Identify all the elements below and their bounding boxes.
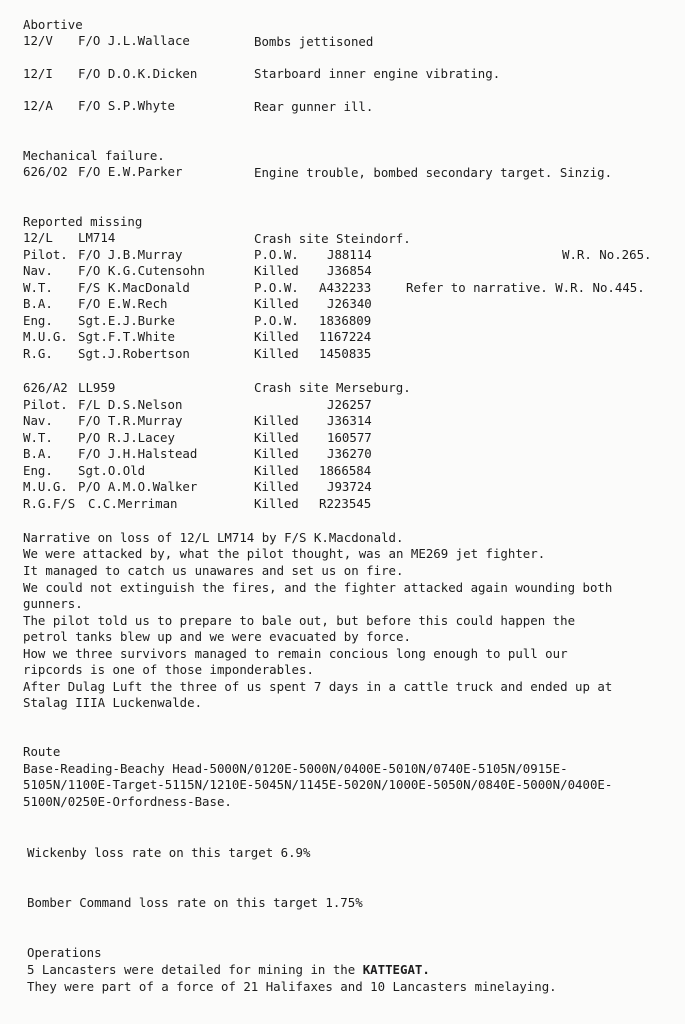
narrative-line: Narrative on loss of 12/L LM714 by F/S K.Macdonald. [23, 530, 404, 545]
route-heading: Route [23, 744, 61, 759]
abortive-reason: Starboard inner engine vibrating. [254, 66, 501, 81]
crew-status: Killed [254, 430, 299, 445]
crew-status: Killed [254, 329, 299, 344]
abortive-crew: F/O D.O.K.Dicken [78, 66, 198, 81]
crew-name: P/O A.M.O.Walker [78, 479, 198, 494]
abortive-heading: Abortive [23, 17, 83, 32]
crew-note: Refer to narrative. W.R. No.445. [406, 280, 645, 295]
crash-site: Crash site Steindorf. [254, 231, 411, 246]
crew-status: P.O.W. [254, 280, 299, 295]
crew-role: Eng. [23, 313, 53, 328]
narrative-line: petrol tanks blew up and we were evacuated by force. [23, 629, 411, 644]
mechanical-crew: F/O E.W.Parker [78, 164, 183, 179]
route-line: 5100N/0250E-Orfordness-Base. [23, 794, 232, 809]
operations-text: 5 Lancasters were detailed for mining in the [27, 962, 363, 977]
route-line: Base-Reading-Beachy Head-5000N/0120E-5000N/0400E-5010N/0740E-5105N/0915E- [23, 761, 568, 776]
narrative-line: We could not extinguish the fires, and the fighter attacked again wounding both [23, 580, 613, 595]
abortive-reason: Bombs jettisoned [254, 34, 374, 49]
aircraft-serial: LL959 [78, 380, 116, 395]
mechanical-code: 626/O2 [23, 164, 68, 179]
mechanical-heading: Mechanical failure. [23, 148, 165, 163]
crew-number: 1450835 [319, 346, 372, 361]
crew-name: F/S K.MacDonald [78, 280, 190, 295]
abortive-code: 12/V [23, 33, 53, 48]
narrative-line: It managed to catch us unawares and set us on fire. [23, 563, 404, 578]
crew-role: M.U.G. [23, 329, 68, 344]
crew-number: 1836809 [319, 313, 372, 328]
crew-role: B.A. [23, 446, 53, 461]
abortive-code: 12/A [23, 98, 53, 113]
crew-role: Eng. [23, 463, 53, 478]
crew-role: R.G.F/S [23, 496, 76, 511]
narrative-line: After Dulag Luft the three of us spent 7 days in a cattle truck and ended up at [23, 679, 613, 694]
crew-name: P/O R.J.Lacey [78, 430, 175, 445]
crew-name: F/O J.B.Murray [78, 247, 183, 262]
crew-status: Killed [254, 296, 299, 311]
aircraft-code: 12/L [23, 230, 53, 245]
crew-number: 1866584 [319, 463, 372, 478]
crew-status: Killed [254, 446, 299, 461]
crew-name: Sgt.O.Old [78, 463, 146, 478]
crew-number: 1167224 [319, 329, 372, 344]
crew-name: Sgt.F.T.White [78, 329, 175, 344]
crew-number: R223545 [319, 496, 372, 511]
crew-number: J26340 [327, 296, 372, 311]
operations-line [27, 962, 430, 978]
aircraft-code: 626/A2 [23, 380, 68, 395]
narrative-line: gunners. [23, 596, 83, 611]
operations-heading: Operations [27, 945, 102, 960]
wickenby-loss-rate: Wickenby loss rate on this target 6.9% [27, 845, 311, 860]
crew-status: P.O.W. [254, 247, 299, 262]
mechanical-reason: Engine trouble, bombed secondary target. Sinzig. [254, 165, 613, 180]
crew-role: W.T. [23, 430, 53, 445]
operations-line: They were part of a force of 21 Halifaxes and 10 Lancasters minelaying. [27, 979, 557, 994]
crew-number: J36270 [327, 446, 372, 461]
crew-number: J26257 [327, 397, 372, 412]
crew-number: J36854 [327, 263, 372, 278]
narrative-line: ripcords is one of those imponderables. [23, 662, 314, 677]
narrative-line: How we three survivors managed to remain concious long enough to pull our [23, 646, 568, 661]
crew-name: F/O T.R.Murray [78, 413, 183, 428]
narrative-line: Stalag IIIA Luckenwalde. [23, 695, 203, 710]
bomber-command-loss-rate: Bomber Command loss rate on this target 1.75% [27, 895, 363, 910]
crew-role: R.G. [23, 346, 53, 361]
crew-name: F/O E.W.Rech [78, 296, 168, 311]
crew-role: M.U.G. [23, 479, 68, 494]
crew-role: Nav. [23, 413, 53, 428]
abortive-reason: Rear gunner ill. [254, 99, 374, 114]
crew-number: A432233 [319, 280, 372, 295]
route-line: 5105N/1100E-Target-5115N/1210E-5045N/1145E-5020N/1000E-5050N/0840E-5000N/0400E- [23, 777, 613, 792]
crew-name: F/O K.G.Cutensohn [78, 263, 205, 278]
operations-target: KATTEGAT. [362, 962, 430, 977]
narrative-line: We were attacked by, what the pilot thought, was an ME269 jet fighter. [23, 546, 546, 561]
crew-number: 160577 [327, 430, 372, 445]
narrative-line: The pilot told us to prepare to bale out, but before this could happen the [23, 613, 576, 628]
crew-name: Sgt.J.Robertson [78, 346, 190, 361]
crew-name: F/O J.H.Halstead [78, 446, 198, 461]
abortive-crew: F/O S.P.Whyte [78, 98, 175, 113]
missing-heading: Reported missing [23, 214, 143, 229]
crew-status: Killed [254, 346, 299, 361]
crew-status: Killed [254, 496, 299, 511]
crash-site: Crash site Merseburg. [254, 380, 411, 395]
crew-role: W.T. [23, 280, 53, 295]
crew-name: F/L D.S.Nelson [78, 397, 183, 412]
crew-status: Killed [254, 413, 299, 428]
crew-status: Killed [254, 463, 299, 478]
crew-status: P.O.W. [254, 313, 299, 328]
crew-name: Sgt.E.J.Burke [78, 313, 175, 328]
aircraft-serial: LM714 [78, 230, 116, 245]
crew-number: J36314 [327, 413, 372, 428]
crew-role: B.A. [23, 296, 53, 311]
abortive-crew: F/O J.L.Wallace [78, 33, 190, 48]
crew-note: W.R. No.265. [562, 247, 652, 262]
abortive-code: 12/I [23, 66, 53, 81]
crew-name: C.C.Merriman [88, 496, 178, 511]
crew-status: Killed [254, 263, 299, 278]
crew-role: Pilot. [23, 397, 68, 412]
crew-number: J88114 [327, 247, 372, 262]
crew-status: Killed [254, 479, 299, 494]
crew-role: Nav. [23, 263, 53, 278]
crew-role: Pilot. [23, 247, 68, 262]
crew-number: J93724 [327, 479, 372, 494]
